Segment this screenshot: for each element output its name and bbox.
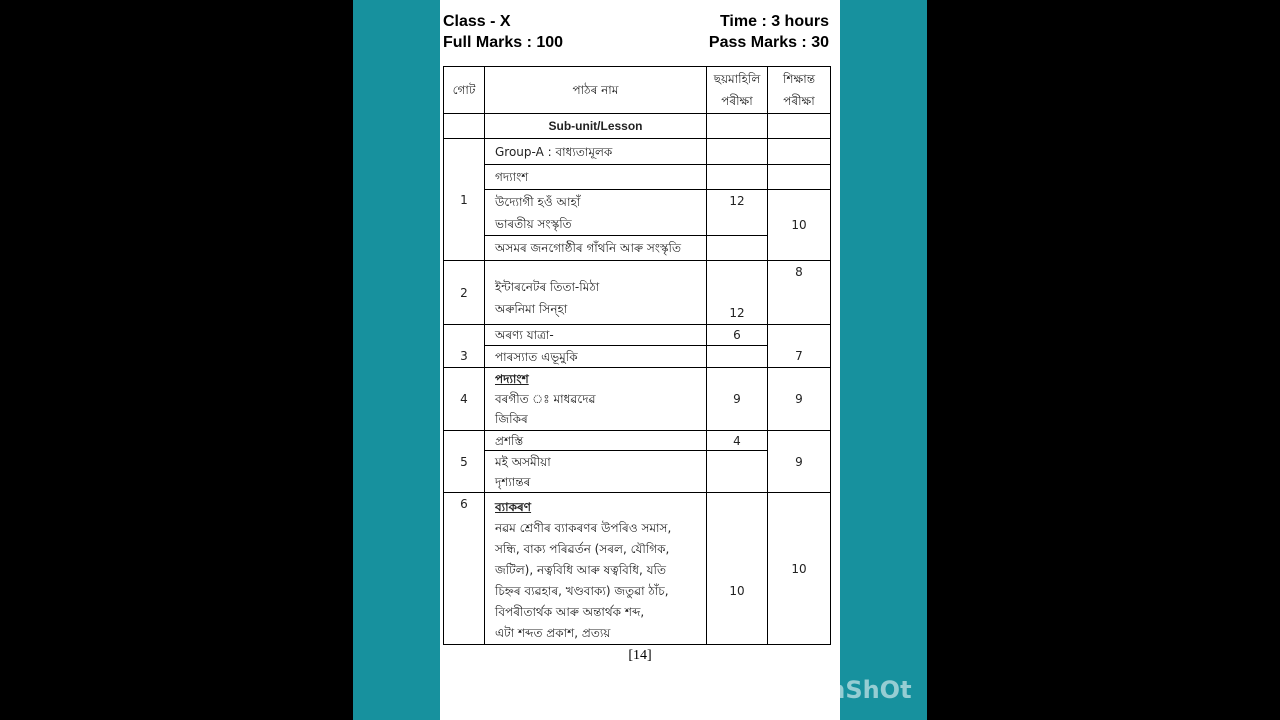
unit-1-blank-e — [707, 236, 768, 261]
table-row — [444, 368, 831, 431]
unit-3-blank — [707, 346, 768, 368]
unit-4-lesson-a: বৰগীত ঃ মাধৱদেৱ — [495, 392, 596, 406]
unit-6-half-marks: 10 — [707, 493, 768, 645]
unit-1-lesson-a: উদ্যোগী হওঁ আহাঁ — [495, 194, 581, 209]
time-label: Time : 3 hours — [719, 13, 829, 30]
table-row — [444, 431, 831, 451]
page-number: [14] — [628, 648, 652, 663]
unit-1-lesson-b: ভাৰতীয় সংস্কৃতি — [495, 216, 572, 231]
full-marks-label: Full Marks : 100 — [443, 34, 564, 51]
unit-1-number: 1 — [444, 139, 485, 261]
unit-5-blank — [707, 451, 768, 493]
header-final-line1: শিক্ষান্ত — [782, 72, 815, 86]
inshot-watermark: inShOt — [820, 676, 912, 704]
unit-6-number: 6 — [444, 493, 485, 645]
unit-5-lesson-b: মই অসমীয়া — [495, 454, 551, 469]
unit-1-prose: গদ্যাংশ — [485, 165, 707, 190]
unit-6-final-marks: 10 — [768, 493, 831, 645]
subheader-label: Sub-unit/Lesson — [485, 114, 707, 139]
unit-1-blank-c — [707, 165, 768, 190]
table-row — [444, 190, 831, 236]
unit-1-blank-d — [768, 165, 831, 190]
unit-4-lessons — [485, 368, 707, 431]
header-half-yearly-line2: পৰীক্ষা — [721, 94, 753, 108]
unit-3-number: 3 — [444, 325, 485, 368]
unit-1-blank-b — [768, 139, 831, 165]
unit-5-lesson-c: দৃশ্যান্তৰ — [495, 474, 531, 489]
unit-4-half-marks: 9 — [707, 368, 768, 431]
table-header-row — [444, 67, 831, 114]
table-row — [444, 139, 831, 165]
subheader-row — [444, 114, 831, 139]
table-row — [444, 493, 831, 645]
unit-4-section: পদ্যাংশ — [495, 372, 529, 386]
table-row — [444, 325, 831, 346]
unit-6-line2: সন্ধি, বাক্য পৰিৱৰ্তন (সৰল, যৌগিক, — [495, 542, 670, 556]
unit-1-half-marks: 12 — [707, 190, 768, 236]
unit-6-line6: এটা শব্দত প্ৰকাশ, প্ৰত্যয় — [495, 626, 611, 640]
unit-4-number: 4 — [444, 368, 485, 431]
subheader-blank-2 — [707, 114, 768, 139]
unit-2-lesson-b: অৰুনিমা সিন্‌হা — [495, 302, 568, 316]
pass-marks-label: Pass Marks : 30 — [708, 34, 829, 51]
unit-2-number: 2 — [444, 261, 485, 325]
table-row — [444, 261, 831, 325]
unit-3-final-marks: 7 — [768, 325, 831, 368]
class-label: Class - X — [443, 13, 511, 30]
header-final-line2: পৰীক্ষা — [783, 94, 815, 108]
header-half-yearly-line1: ছয়মাহিলি — [713, 72, 761, 86]
unit-2-final-marks: 8 — [768, 261, 831, 325]
unit-1-final-marks: 10 — [768, 190, 831, 261]
unit-5-half-marks: 4 — [707, 431, 768, 451]
table-row — [444, 165, 831, 190]
right-border-band — [840, 0, 927, 720]
unit-6-line1: নৱম শ্ৰেণীৰ ব্যাকৰণৰ উপৰিও সমাস, — [495, 521, 672, 535]
unit-3-half-marks: 6 — [707, 325, 768, 346]
left-border-band — [353, 0, 440, 720]
unit-3-lesson-a: অৰণ্য যাত্ৰা- — [485, 325, 707, 346]
unit-1-group-a: Group-A : বাধ্যতামূলক — [485, 139, 707, 165]
unit-6-section: ব্যাকৰণ — [495, 500, 532, 514]
header-unit: গোট — [444, 67, 485, 114]
header-lesson: পাঠৰ নাম — [485, 67, 707, 114]
unit-2-lesson-a: ইন্টাৰনেটৰ তিতা-মিঠা — [495, 280, 600, 294]
unit-5-lessons-bc — [485, 451, 707, 493]
unit-1-blank-a — [707, 139, 768, 165]
unit-1-lessons-ab — [485, 190, 707, 236]
unit-6-line4: চিহ্নৰ ব্যৱহাৰ, খণ্ডবাক্য) জতুৱা ঠাঁচ, — [495, 584, 669, 598]
unit-5-lesson-a: প্ৰশস্তি — [485, 431, 707, 451]
subheader-blank-3 — [768, 114, 831, 139]
unit-6-line3: জটিল), নত্ববিধি আৰু ষত্ববিধি, যতি — [495, 563, 666, 577]
header-half-yearly — [707, 67, 768, 114]
header-final — [768, 67, 831, 114]
unit-2-half-marks: 12 — [707, 261, 768, 325]
unit-5-number: 5 — [444, 431, 485, 493]
unit-4-final-marks: 9 — [768, 368, 831, 431]
unit-6-line5: বিপৰীতাৰ্থক আৰু অন্তাৰ্থক শব্দ, — [495, 605, 645, 619]
unit-3-lesson-b: পাৰস্যাত এভূমুকি — [485, 346, 707, 368]
unit-1-lesson-c: অসমৰ জনগোষ্ঠীৰ গাঁথনি আৰু সংস্কৃতি — [485, 236, 707, 261]
unit-2-lessons — [485, 261, 707, 325]
unit-5-final-marks: 9 — [768, 431, 831, 493]
unit-6-lessons — [485, 493, 707, 645]
unit-4-lesson-b: জিকিৰ — [495, 412, 528, 426]
syllabus-table — [443, 66, 831, 645]
subheader-blank-1 — [444, 114, 485, 139]
